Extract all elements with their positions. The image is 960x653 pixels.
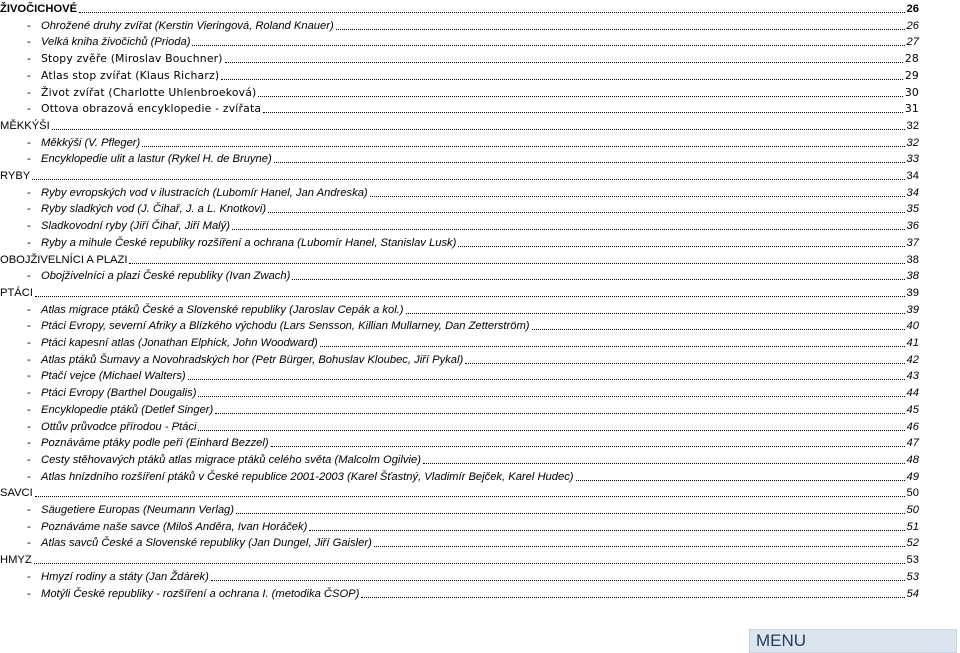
toc-title: Poznáváme ptáky podle peří (Einhard Bezzel)	[41, 437, 269, 450]
list-bullet: -	[27, 36, 31, 49]
toc-page-number: 40	[906, 320, 919, 333]
toc-entry[interactable]	[27, 585, 919, 601]
toc-entry[interactable]	[27, 67, 919, 83]
dot-leader	[142, 145, 904, 147]
toc-title: Säugetiere Europas (Neumann Verlag)	[41, 504, 234, 516]
toc-entry[interactable]	[27, 184, 919, 200]
list-bullet: -	[27, 337, 31, 349]
toc-title: RYBY	[0, 170, 31, 182]
toc-section[interactable]	[0, 117, 919, 133]
toc-page-number: 33	[906, 153, 919, 166]
toc-entry[interactable]	[27, 518, 919, 534]
toc-title: Ryby a mihule České republiky rozšíření a ochrana (Lubomír Hanel, Stanislav Lusk)	[41, 236, 457, 249]
dot-leader	[225, 61, 903, 63]
toc-title: Ptáci Evropy (Barthel Dougalis)	[41, 387, 197, 400]
dot-leader	[465, 362, 904, 364]
dot-leader	[374, 545, 905, 547]
toc-entry[interactable]	[27, 434, 919, 450]
list-bullet: -	[27, 103, 31, 116]
toc-entry[interactable]	[27, 100, 919, 116]
toc-page-number: 43	[906, 370, 919, 383]
list-bullet: -	[27, 387, 31, 400]
dot-leader	[35, 295, 905, 297]
toc-entry[interactable]	[27, 200, 919, 216]
dot-leader	[79, 11, 904, 13]
list-bullet: -	[27, 236, 31, 249]
toc-title: Atlas savců České a Slovenské republiky (Jan Dungel, Jiří Gaisler)	[41, 537, 372, 550]
toc-page-number: 29	[904, 68, 919, 82]
toc-page-number: 51	[906, 520, 919, 533]
dot-leader	[211, 579, 905, 581]
toc-page-number: 41	[906, 337, 919, 349]
toc-title: Motýli České republiky - rozšíření a ochrana I. (metodika ČSOP)	[41, 587, 360, 600]
toc-page-number: 44	[906, 387, 919, 400]
toc-entry[interactable]	[27, 301, 919, 317]
toc-page-number: 46	[906, 420, 919, 433]
toc-title: Atlas migrace ptáků České a Slovenské republiky (Jaroslav Cepák a kol.)	[41, 303, 404, 316]
toc-entry[interactable]	[27, 351, 919, 367]
list-bullet: -	[27, 303, 31, 316]
list-bullet: -	[27, 587, 31, 600]
toc-entry[interactable]	[27, 217, 919, 233]
toc-entry[interactable]	[27, 501, 919, 517]
toc-section[interactable]	[0, 0, 919, 16]
toc-entry[interactable]	[27, 317, 919, 333]
toc-page-number: 50	[906, 504, 919, 516]
list-bullet: -	[27, 403, 31, 416]
toc-section[interactable]	[0, 167, 919, 183]
dot-leader	[292, 278, 904, 280]
list-bullet: -	[27, 504, 31, 516]
toc-entry[interactable]	[27, 367, 919, 383]
toc-title: Ptačí vejce (Michael Walters)	[41, 370, 186, 383]
dot-leader	[268, 211, 904, 213]
toc-page-number: 26	[906, 19, 919, 32]
dot-leader	[35, 495, 905, 497]
list-bullet: -	[27, 153, 31, 166]
toc-page-number: 38	[906, 270, 919, 283]
toc-entry[interactable]	[27, 33, 919, 49]
toc-section[interactable]	[0, 484, 919, 500]
toc-entry[interactable]	[27, 50, 919, 66]
toc-page-number: 49	[906, 470, 919, 483]
list-bullet: -	[27, 353, 31, 366]
dot-leader	[309, 529, 904, 531]
toc-entry[interactable]	[27, 150, 919, 166]
toc-entry[interactable]	[27, 418, 919, 434]
dot-leader	[232, 228, 905, 230]
toc-page-number: 50	[906, 487, 919, 500]
dot-leader	[215, 412, 904, 414]
toc-page-number: 39	[906, 286, 919, 299]
toc-page-number: 34	[906, 186, 919, 199]
dot-leader	[52, 128, 905, 130]
list-bullet: -	[27, 136, 31, 149]
toc-title: Ottova obrazová encyklopedie - zvířata	[41, 102, 262, 116]
dot-leader	[236, 512, 905, 514]
list-bullet: -	[27, 570, 31, 583]
toc-title: Atlas ptáků Šumavy a Novohradských hor (Petr Bürger, Bohuslav Kloubec, Jiří Pykal)	[41, 353, 464, 366]
toc-page-number: 30	[904, 85, 919, 99]
menu-button[interactable]	[749, 629, 957, 653]
toc-title: Měkkýši (V. Pfleger)	[41, 136, 141, 149]
toc-title: Hmyzí rodiny a státy (Jan Ždárek)	[41, 570, 209, 583]
toc-entry[interactable]	[27, 84, 919, 100]
toc-page-number: 36	[906, 220, 919, 233]
toc-title: Atlas stop zvířat (Klaus Richarz)	[41, 68, 220, 82]
toc-page-number: 32	[906, 136, 919, 149]
toc-section[interactable]	[0, 251, 919, 267]
toc-page-number: 48	[906, 453, 919, 466]
toc-entry[interactable]	[27, 534, 919, 550]
dot-leader	[274, 161, 905, 163]
toc-entry[interactable]	[27, 384, 919, 400]
toc-page-number: 42	[906, 353, 919, 366]
toc-title: Encyklopedie ptáků (Detlef Singer)	[41, 403, 214, 416]
toc-section[interactable]	[0, 284, 919, 300]
toc-page-number: 52	[906, 537, 919, 550]
toc-title: Poznáváme naše savce (Miloš Anděra, Ivan Horáček)	[41, 520, 308, 533]
toc-title: HMYZ	[0, 554, 32, 567]
list-bullet: -	[27, 370, 31, 383]
dot-leader	[198, 429, 904, 431]
toc-section[interactable]	[0, 551, 919, 567]
toc-title: Ryby sladkých vod (J. Čihař, J. a L. Knotkovi)	[41, 203, 267, 216]
toc-title: Ptáci Evropy, severní Afriky a Blízkého východu (Lars Sensson, Killian Mullarney, Dan Zetterström)	[41, 320, 530, 333]
toc-title: Cesty stěhovavých ptáků atlas migrace ptáků celého světa (Malcolm Ogilvie)	[41, 453, 421, 466]
toc-title: Sladkovodní ryby (Jiří Čihař, Jiří Malý)	[41, 220, 230, 233]
dot-leader	[221, 78, 903, 80]
list-bullet: -	[27, 537, 31, 550]
list-bullet: -	[27, 420, 31, 433]
toc-page-number: 32	[906, 119, 919, 132]
dot-leader	[361, 596, 904, 598]
toc-entry[interactable]	[27, 401, 919, 417]
toc-entry[interactable]	[27, 134, 919, 150]
toc-title: Ptáci kapesní atlas (Jonathan Elphick, John Woodward)	[41, 337, 318, 349]
list-bullet: -	[27, 453, 31, 466]
toc-title: Atlas hnízdního rozšíření ptáků v České republice 2001-2003 (Karel Šťastný, Vladimír Bejček, Karel Hudec)	[41, 470, 574, 483]
toc-page-number: 47	[906, 437, 919, 450]
toc-title: Ryby evropských vod v ilustracích (Lubomír Hanel, Jan Andreska)	[41, 186, 368, 199]
dot-leader	[271, 445, 905, 447]
toc-page-number: 53	[906, 570, 919, 583]
list-bullet: -	[27, 220, 31, 233]
dot-leader	[34, 562, 905, 564]
toc-title: ŽIVOČICHOVÉ	[0, 3, 78, 15]
list-bullet: -	[27, 86, 31, 99]
toc-page-number: 37	[906, 236, 919, 249]
toc-title: MĚKKÝŠI	[0, 119, 50, 132]
toc-entry[interactable]	[27, 468, 919, 484]
dot-leader	[576, 479, 905, 481]
toc-entry[interactable]	[27, 17, 919, 33]
toc-title: Velká kniha živočichů (Prioda)	[41, 36, 191, 49]
menu-button-label: MENU	[756, 631, 807, 650]
toc-page-number: 34	[906, 170, 919, 182]
dot-leader	[192, 44, 904, 46]
toc-entry[interactable]	[27, 234, 919, 250]
toc-title: Ohrožené druhy zvířat (Kerstin Vieringová, Roland Knauer)	[41, 19, 334, 32]
list-bullet: -	[27, 69, 31, 82]
toc-page-number: 45	[906, 403, 919, 416]
toc-page-number: 31	[904, 102, 919, 116]
list-bullet: -	[27, 53, 31, 66]
toc-title: PTÁCI	[0, 286, 33, 299]
list-bullet: -	[27, 19, 31, 32]
toc-entry[interactable]	[27, 451, 919, 467]
list-bullet: -	[27, 203, 31, 216]
toc-entry[interactable]	[27, 568, 919, 584]
toc-title: OBOJŽIVELNÍCI A PLAZI	[0, 253, 128, 266]
dot-leader	[370, 195, 905, 197]
toc-page-number: 26	[906, 3, 919, 15]
dot-leader	[532, 328, 905, 330]
list-bullet: -	[27, 520, 31, 533]
list-bullet: -	[27, 320, 31, 333]
toc-entry[interactable]	[27, 334, 919, 350]
toc-title: Obojživelníci a plazi České republiky (Ivan Zwach)	[41, 270, 291, 283]
toc-page-number: 35	[906, 203, 919, 216]
toc-title: Život zvířat (Charlotte Uhlenbroeková)	[41, 85, 257, 99]
dot-leader	[188, 378, 905, 380]
list-bullet: -	[27, 437, 31, 450]
toc-title: Encyklopedie ulit a lastur (Rykel H. de Bruyne)	[41, 153, 272, 166]
toc-page-number: 53	[906, 554, 919, 567]
dot-leader	[263, 111, 903, 113]
list-bullet: -	[27, 186, 31, 199]
toc-title: Stopy zvěře (Miroslav Bouchner)	[41, 52, 223, 66]
toc-title: SAVCI	[0, 487, 33, 500]
toc-page-number: 38	[906, 253, 919, 266]
toc-page-number: 28	[904, 52, 919, 66]
toc-page-number: 54	[906, 587, 919, 600]
dot-leader	[320, 345, 905, 347]
toc-title: Ottův průvodce přírodou - Ptáci	[41, 420, 197, 433]
dot-leader	[32, 178, 904, 180]
dot-leader	[129, 262, 904, 264]
toc-entry[interactable]	[27, 267, 919, 283]
dot-leader	[458, 245, 904, 247]
toc-page-number: 39	[906, 303, 919, 316]
dot-leader	[198, 395, 904, 397]
list-bullet: -	[27, 270, 31, 283]
toc-page-number: 27	[906, 36, 919, 49]
dot-leader	[423, 462, 905, 464]
dot-leader	[258, 95, 902, 97]
list-bullet: -	[27, 470, 31, 483]
dot-leader	[406, 312, 905, 314]
dot-leader	[336, 28, 905, 30]
